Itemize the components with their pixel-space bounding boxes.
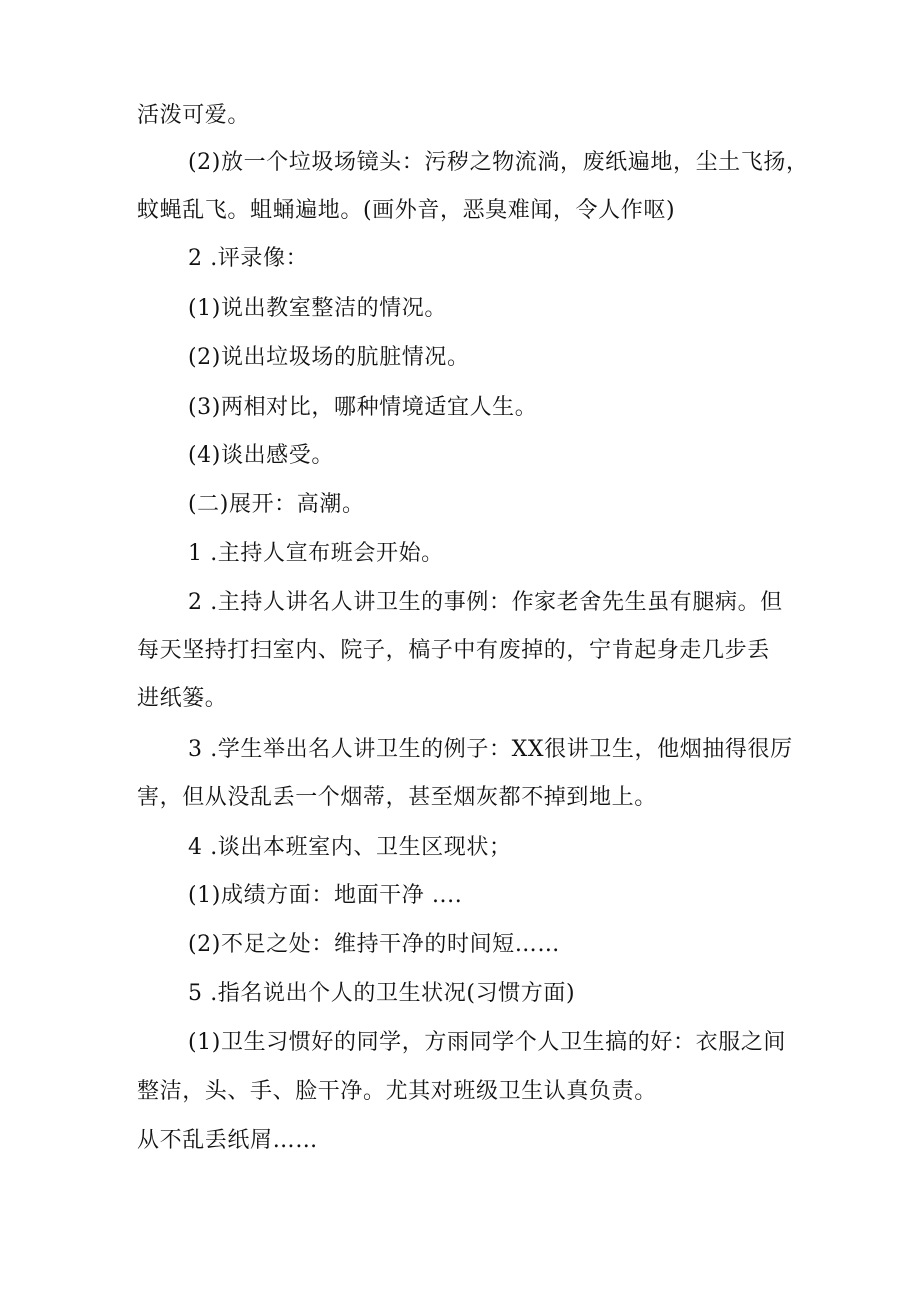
text-line: 5 .指名说出个人的卫生状况(习惯方面) [188, 981, 576, 1006]
text-line: 2 .评录像： [188, 246, 309, 271]
text-line: (1)卫生习惯好的同学，方雨同学个人卫生搞的好：衣服之间 [188, 1030, 786, 1055]
text-line: (2)说出垃圾场的肮脏情况。 [188, 345, 470, 370]
text-line: (2)放一个垃圾场镜头：污秽之物流淌，废纸遍地，尘土飞扬， [188, 150, 809, 175]
text-line: 害，但从没乱丢一个烟蒂，甚至烟灰都不掉到地上。 [137, 785, 657, 810]
text-line: 从不乱丢纸屑…… [137, 1128, 318, 1153]
text-line: 活泼可爱。 [137, 103, 251, 128]
text-line: 2 .主持人讲名人讲卫生的事例：作家老舍先生虽有腿病。但 [188, 590, 783, 615]
text-line: (二)展开：高潮。 [188, 492, 365, 517]
text-line: (2)不足之处：维持干净的时间短…… [188, 932, 560, 957]
text-line: 整洁，头、手、脸干净。尤其对班级卫生认真负责。 [137, 1079, 657, 1104]
text-line: 4 .谈出本班室内、卫生区现状； [188, 835, 512, 860]
text-line: 进纸篓。 [137, 686, 228, 711]
text-line: (1)说出教室整洁的情况。 [188, 296, 447, 321]
text-line: (4)谈出感受。 [188, 443, 334, 468]
text-line: (3)两相对比，哪种情境适宜人生。 [188, 395, 538, 420]
text-line: 3 .学生举出名人讲卫生的例子：XX很讲卫生，他烟抽得很厉 [188, 737, 793, 762]
text-line: 蚊蝇乱飞。蛆蛹遍地。(画外音，恶臭难闻，令人作呕) [137, 198, 676, 223]
text-line: 1 .主持人宣布班会开始。 [188, 541, 444, 566]
text-line: (1)成绩方面：地面干净 .... [188, 883, 463, 908]
text-line: 每天坚持打扫室内、院子，槁子中有废掉的，宁肯起身走几步丢 [137, 638, 770, 663]
